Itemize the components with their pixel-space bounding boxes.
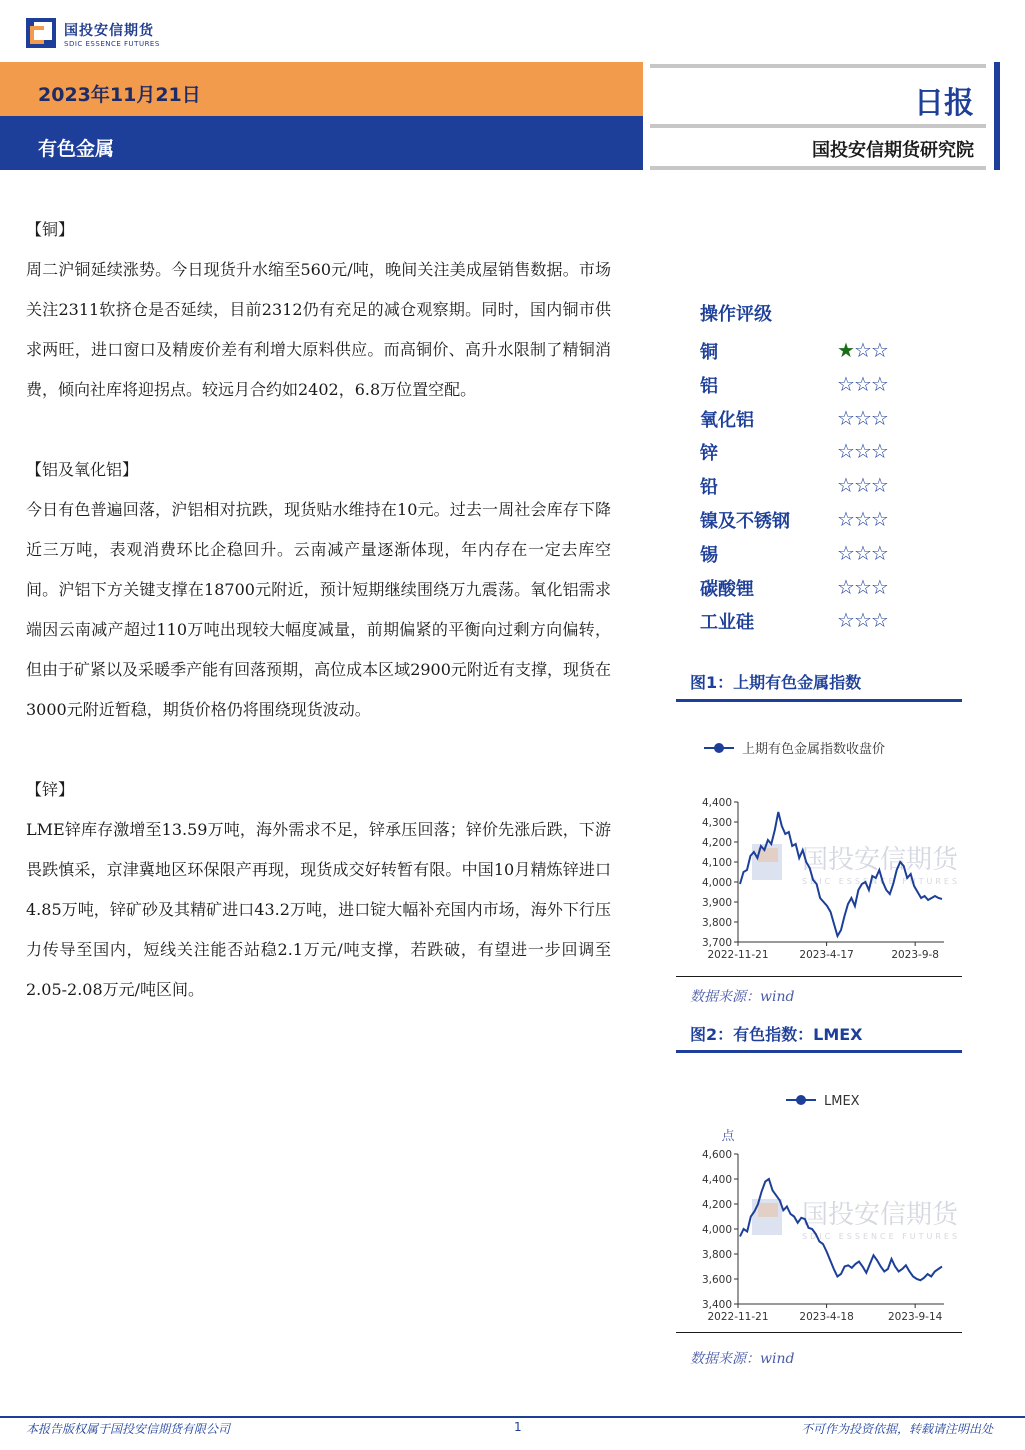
section-title: 【铝及氧化铝】 — [26, 460, 139, 479]
rating-row — [700, 435, 940, 469]
figure-2-bottom-rule — [676, 1332, 962, 1333]
masthead-rule — [650, 166, 986, 170]
rating-metal-name: 工业硅 — [700, 612, 754, 634]
report-date: 2023年11月21日 — [38, 84, 201, 106]
footer-copyright: 本报告版权属于国投安信期货有限公司 — [26, 1422, 231, 1436]
rating-row — [700, 537, 940, 571]
rating-stars-icon: ★☆☆ — [837, 338, 888, 362]
rating-row — [700, 503, 940, 537]
y-tick-label: 3,600 — [701, 1274, 732, 1286]
rating-row — [700, 604, 940, 638]
rating-metal-name: 镍及不锈钢 — [700, 510, 790, 532]
y-tick-label: 4,200 — [701, 837, 732, 849]
figure-1-title: 图1：上期有色金属指数 — [690, 673, 862, 692]
report-body — [26, 210, 611, 1050]
chart-lmex — [676, 1078, 962, 1330]
rating-row — [700, 334, 940, 368]
rating-stars-icon: ☆☆☆ — [837, 574, 888, 599]
y-tick-label: 4,200 — [701, 1199, 732, 1211]
rating-metal-name: 碳酸锂 — [700, 578, 754, 600]
rating-stars-icon: ☆☆☆ — [837, 371, 888, 396]
rating-stars-icon: ☆☆☆ — [837, 473, 888, 498]
logo-text-en: SDIC ESSENCE FUTURES — [64, 40, 160, 48]
watermark-text: 国投安信期货 — [802, 845, 959, 875]
logo-mark-icon — [26, 18, 56, 48]
rating-row — [700, 402, 940, 436]
y-tick-label: 3,800 — [701, 1249, 732, 1261]
rating-metal-name: 氧化铝 — [700, 409, 754, 431]
rating-stars-icon: ☆☆☆ — [837, 405, 888, 430]
watermark-text-en: SDIC ESSENCE FUTURES — [802, 877, 961, 886]
legend-label: LMEX — [824, 1094, 860, 1109]
x-tick-label: 2023-4-18 — [799, 1311, 854, 1323]
y-tick-label: 4,400 — [701, 797, 732, 809]
rating-metal-name: 铅 — [700, 477, 718, 499]
section-zinc — [26, 770, 611, 1010]
legend-label: 上期有色金属指数收盘价 — [742, 742, 886, 757]
watermark-text-en: SDIC ESSENCE FUTURES — [802, 1232, 961, 1241]
institute-name: 国投安信期货研究院 — [812, 140, 974, 161]
report-type: 日报 — [914, 86, 974, 121]
figure-2-title: 图2：有色指数：LMEX — [690, 1025, 863, 1044]
y-tick-label: 4,000 — [701, 877, 732, 889]
logo-text-cn: 国投安信期货 — [64, 23, 154, 39]
y-axis-unit: 点 — [721, 1129, 735, 1144]
section-title: 【铜】 — [26, 220, 75, 239]
masthead-rule — [650, 124, 986, 128]
y-tick-label: 4,100 — [701, 857, 732, 869]
rating-row — [700, 469, 940, 503]
rating-stars-icon: ☆☆☆ — [837, 608, 888, 633]
company-logo — [26, 18, 186, 54]
x-tick-label: 2022-11-21 — [707, 949, 769, 961]
watermark-logo-icon — [758, 848, 778, 862]
y-tick-label: 4,400 — [701, 1174, 732, 1186]
section-text: 今日有色普遍回落，沪铝相对抗跌，现货贴水维持在10元。过去一周社会库存下降近三万吨，表观消费环比企稳回升。云南减产量逐渐体现，年内存在一定去库空间。沪铝下方关键支撑在18700元附近，预计短期继续围绕万九震荡。氧化铝需求端因云南减产超过110万吨出现较大幅度减量，前期偏紧的平衡向过剩方向偏转，但由于矿紧以及采暖季产能有回落预期，高位成本区域2900元附近有支撑，现货在3000元附近暂稳，期货价格仍将围绕现货波动。 — [26, 500, 611, 719]
y-tick-label: 4,600 — [701, 1149, 732, 1161]
report-sector: 有色金属 — [38, 138, 115, 160]
page-number: 1 — [514, 1420, 522, 1434]
report-masthead — [650, 62, 986, 170]
y-tick-label: 3,700 — [701, 937, 732, 949]
rating-stars-icon: ☆☆☆ — [837, 540, 888, 565]
figure-1-source: 数据来源：wind — [690, 989, 795, 1005]
figure-1-rule — [676, 699, 962, 702]
figure-2-rule — [676, 1050, 962, 1053]
chart-shfe-nonferrous-index — [676, 720, 962, 970]
rating-row — [700, 571, 940, 605]
y-tick-label: 3,400 — [701, 1299, 732, 1311]
figure-1-bottom-rule — [676, 976, 962, 977]
figure-2-source: 数据来源：wind — [690, 1351, 795, 1367]
rating-metal-name: 铜 — [700, 342, 718, 363]
rating-metal-name: 铝 — [700, 375, 718, 397]
masthead-edge — [994, 62, 1000, 170]
x-tick-label: 2023-9-14 — [887, 1311, 943, 1323]
y-tick-label: 3,900 — [701, 897, 732, 909]
rating-stars-icon: ☆☆☆ — [837, 439, 888, 464]
x-tick-label: 2022-11-21 — [707, 1311, 769, 1323]
y-tick-label: 4,000 — [701, 1224, 732, 1236]
watermark-logo-icon — [758, 1203, 778, 1217]
legend-marker — [796, 1095, 806, 1105]
rating-metal-name: 锡 — [700, 544, 718, 566]
masthead-rule — [650, 64, 986, 68]
rating-heading: 操作评级 — [700, 304, 772, 325]
rating-panel — [700, 300, 940, 638]
section-title: 【锌】 — [26, 780, 75, 799]
section-text: LME锌库存激增至13.59万吨，海外需求不足，锌承压回落；锌价先涨后跌，下游畏跌慎采，京津冀地区环保限产再现，现货成交好转暂有限。中国10月精炼锌进口4.85万吨，锌矿砂及其精矿进口43.2万吨，进口锭大幅补充国内市场，海外下行压力传导至国内，短线关注能否站稳2.1万元/吨支撑，若跌破，有望进一步回调至2.05-2.08万元/吨区间。 — [26, 820, 611, 999]
y-tick-label: 4,300 — [701, 817, 732, 829]
rating-stars-icon: ☆☆☆ — [837, 506, 888, 531]
legend-marker — [714, 743, 724, 753]
footer-disclaimer: 不可作为投资依据，转载请注明出处 — [800, 1422, 993, 1436]
footer-rule — [0, 1416, 1025, 1418]
watermark-text: 国投安信期货 — [802, 1200, 959, 1230]
y-tick-label: 3,800 — [701, 917, 732, 929]
rating-metal-name: 锌 — [700, 443, 718, 465]
x-tick-label: 2023-9-8 — [891, 949, 939, 961]
section-text: 周二沪铜延续涨势。今日现货升水缩至560元/吨，晚间关注美成屋销售数据。市场关注2311软挤仓是否延续，目前2312仍有充足的减仓观察期。同时，国内铜市供求两旺，进口窗口及精废价差有利增大原料供应。而高铜价、高升水限制了精铜消费，倾向社库将迎拐点。较远月合约如2402，6.8万位置空配。 — [26, 260, 611, 399]
x-tick-label: 2023-4-17 — [799, 949, 854, 961]
rating-row — [700, 368, 940, 402]
section-aluminium — [26, 450, 611, 730]
section-copper — [26, 210, 611, 410]
